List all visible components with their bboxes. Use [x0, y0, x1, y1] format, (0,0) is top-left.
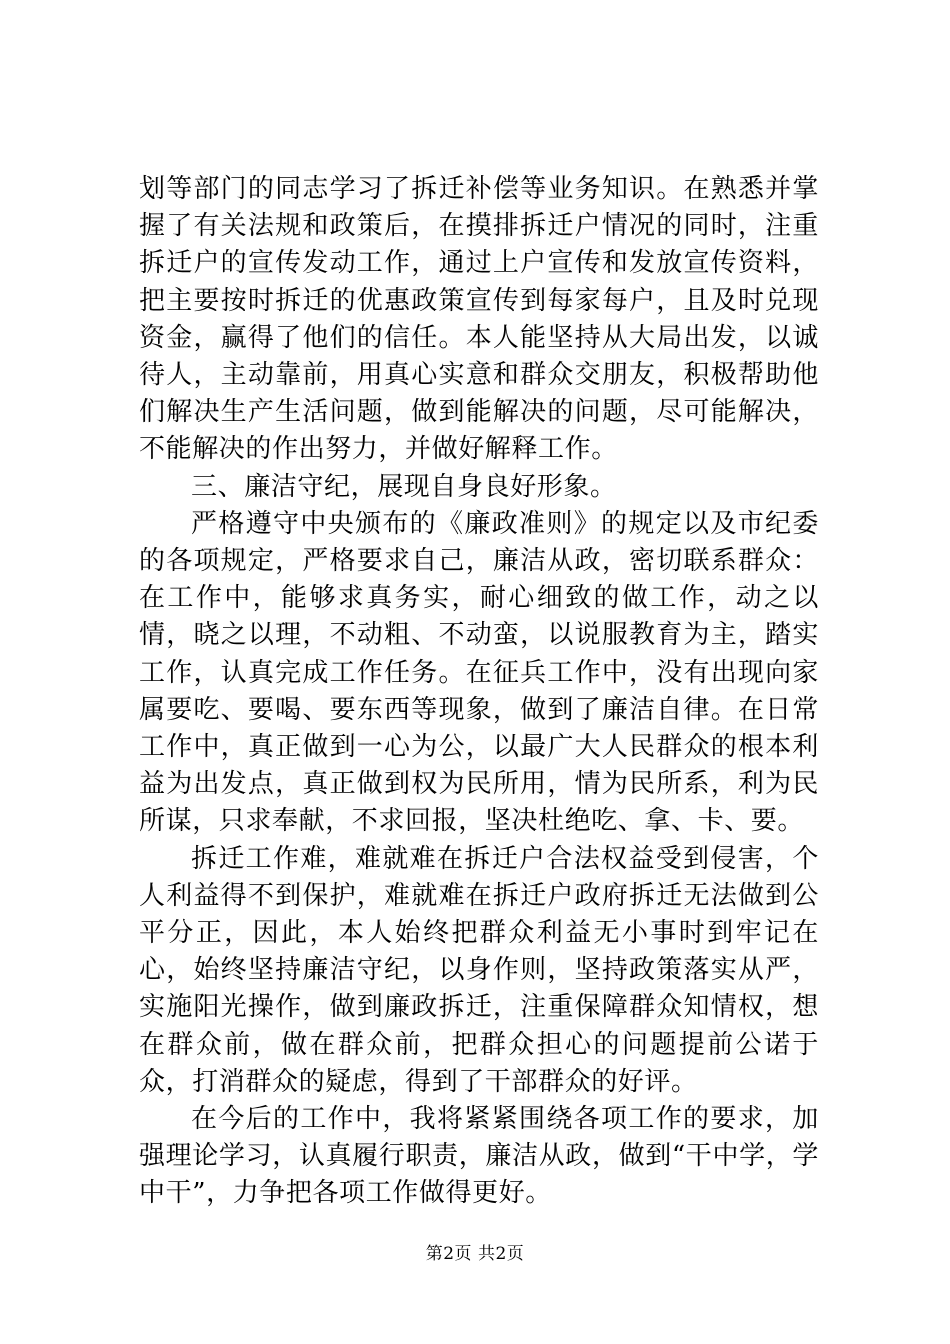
section-heading-integrity: 三、廉洁守纪，展现自身良好形象。 — [191, 471, 617, 502]
paragraph-demolition-work: 拆迁工作难，难就难在拆迁户合法权益受到侵害，个人利益得不到保护，难就难在拆迁户政府拆迁无法做到公平分正，因此，本人始终把群众利益无小事时到牢记在心，始终坚持廉洁守纪，以身作则，坚持政策落实从严，实施阳光操作，做到廉政拆迁，注重保障群众知情权，想在群众前，做在群众前，把群众担心的问题提前公诺于众，打消群众的疑虑，得到了干部群众的好评。 — [139, 843, 819, 1097]
page-footer: 第2页 共2页 — [425, 1244, 525, 1264]
paragraph-future-work: 在今后的工作中，我将紧紧围绕各项工作的要求，加强理论学习，认真履行职责，廉洁从政，做到“干中学，学中干”，力争把各项工作做得更好。 — [139, 1104, 819, 1209]
paragraph-integrity-rules: 严格遵守中央颁布的《廉政准则》的规定以及市纪委的各项规定，严格要求自己，廉洁从政，密切联系群众：在工作中，能够求真务实，耐心细致的做工作，动之以情，晓之以理，不动粗、不动蛮，以说服教育为主，踏实工作，认真完成工作任务。在征兵工作中，没有出现向家属要吃、要喝、要东西等现象，做到了廉洁自律。在日常工作中，真正做到一心为公，以最广大人民群众的根本利益为出发点，真正做到权为民所用，情为民所系，利为民所谋，只求奉献，不求回报，坚决杜绝吃、拿、卡、要。 — [139, 508, 819, 837]
document-body — [139, 171, 819, 1213]
paragraph-continuation: 划等部门的同志学习了拆迁补偿等业务知识。在熟悉并掌握了有关法规和政策后，在摸排拆迁户情况的同时，注重拆迁户的宣传发动工作，通过上户宣传和发放宣传资料，把主要按时拆迁的优惠政策宣传到每家每户，且及时兑现资金，赢得了他们的信任。本人能坚持从大局出发，以诚待人，主动靠前，用真心实意和群众交朋友，积极帮助他们解决生产生活问题，做到能解决的问题，尽可能解决，不能解决的作出努力，并做好解释工作。 — [139, 174, 819, 465]
